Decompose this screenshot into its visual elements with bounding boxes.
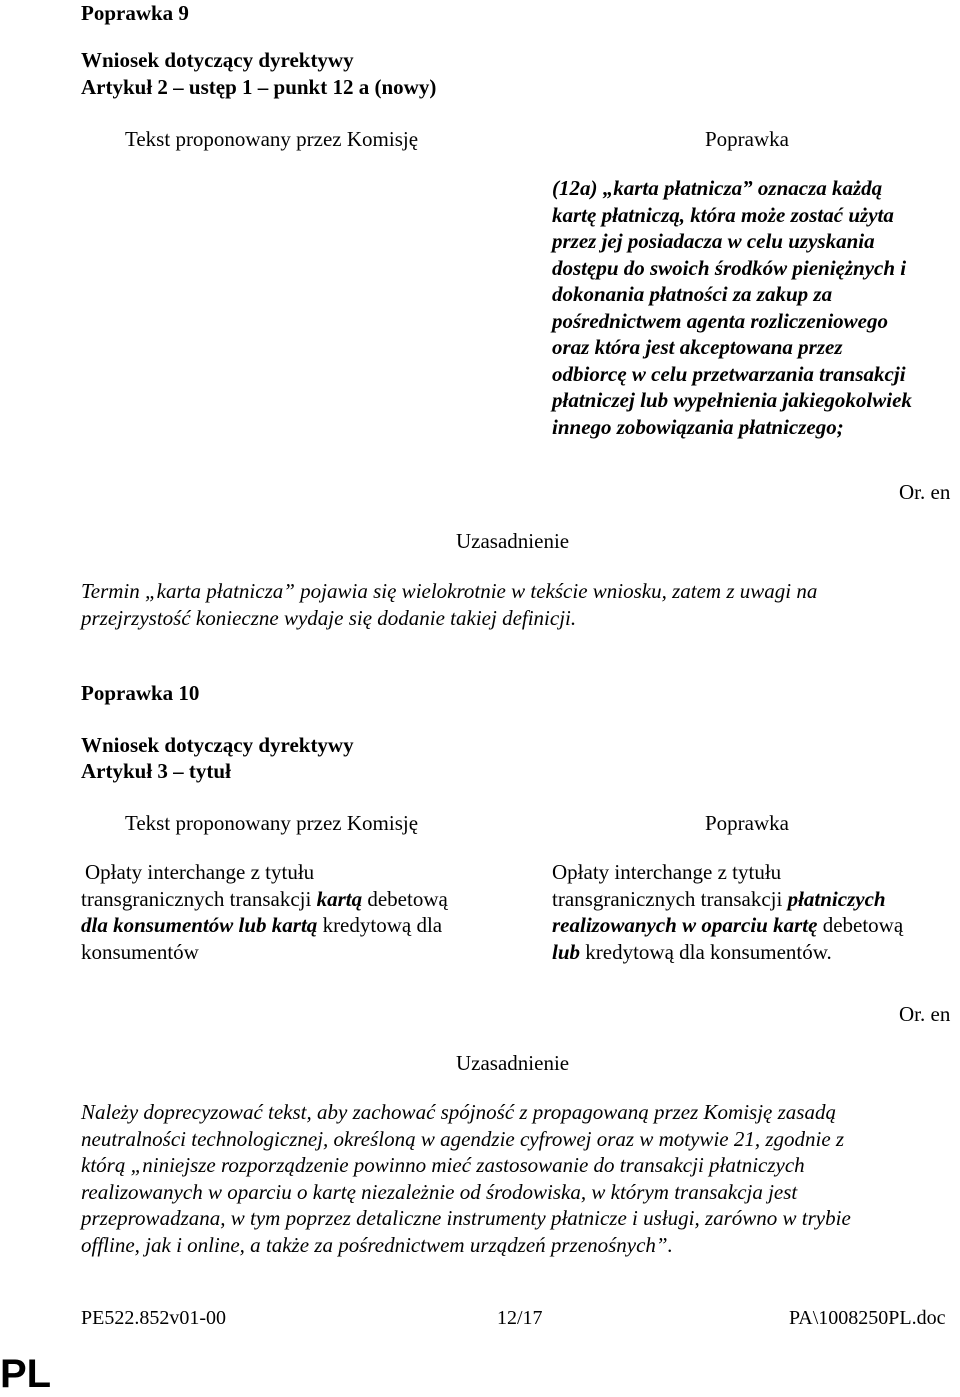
amended-text-line: realizowanych w oparciu kartę debetową [552, 913, 904, 937]
amendment-9-ref-proposal: Wniosek dotyczący dyrektywy [81, 48, 354, 72]
justification-line: Należy doprecyzować tekst, aby zachować spójność z propagowaną przez Komisję zasadą [81, 1100, 836, 1124]
amended-text-line: kartę płatniczą, która może zostać użyta [552, 202, 894, 227]
amended-text-line: transgranicznych transakcji płatniczych [552, 886, 886, 911]
footer-file-name: PA\1008250PL.doc [789, 1307, 946, 1329]
amended-text-line: przez jej posiadacza w celu uzyskania [552, 229, 875, 253]
amendment-10-ref-proposal: Wniosek dotyczący dyrektywy [81, 733, 354, 757]
justification-line: offline, jak i online, a także za pośrednictwem urządzeń przenośnych”. [81, 1232, 673, 1257]
amended-text-line: oraz która jest akceptowana przez [552, 335, 843, 359]
amendment-10-title: Poprawka 10 [81, 681, 200, 705]
amended-text-line: pośrednictwem agenta rozliczeniowego [552, 308, 888, 333]
commission-text-line: Opłaty interchange z tytułu [85, 860, 315, 884]
commission-text-line: dla konsumentów lub kartą kredytową dla [81, 913, 443, 937]
amended-text-line: odbiorcę w celu przetwarzania transakcji [552, 361, 906, 386]
amended-text-line: Opłaty interchange z tytułu [552, 860, 782, 884]
amended-text-line: dokonania płatności za zakup za [552, 282, 833, 306]
footer-page-number: 12/17 [497, 1307, 543, 1329]
amendment-9-justification-text [81, 578, 941, 631]
amendment-9-justification-heading: Uzasadnienie [456, 529, 570, 553]
amendment-9-ref-article: Artykuł 2 – ustęp 1 – punkt 12 a (nowy) [81, 75, 437, 99]
amended-text-line: innego zobowiązania płatniczego; [552, 414, 844, 439]
commission-text-line: transgranicznych transakcji kartą debetową [81, 886, 448, 911]
amended-text-line: (12a) „karta płatnicza” oznacza każdą [552, 176, 883, 200]
justification-line: przeprowadzana, w tym poprzez detaliczne instrumenty płatnicze i usługi, zarówno w trybie [81, 1206, 851, 1230]
justification-line: którą „niniejsze rozporządzenie powinno mieć zastosowanie do transakcji płatniczych [81, 1153, 805, 1177]
justification-line: przejrzystość konieczne wydaje się dodanie takiej definicji. [81, 605, 577, 630]
amendment-10-ref-article: Artykuł 3 – tytuł [81, 759, 231, 783]
amendment-10-original-language: Or. en [899, 1002, 951, 1026]
amendment-10-justification-heading: Uzasadnienie [456, 1051, 570, 1075]
amendment-9-col-amendment-header: Poprawka [705, 127, 789, 151]
amendment-9-amended-text [552, 175, 912, 440]
amendment-10-amended-text [552, 859, 903, 965]
justification-line: realizowanych w oparciu o kartę niezależnie od środowiska, w którym transakcja jest [81, 1179, 798, 1204]
amendment-10-justification-text [81, 1099, 941, 1258]
amendment-9-original-language: Or. en [899, 480, 951, 504]
amendment-10-commission-text [81, 859, 448, 965]
amendment-10-col-amendment-header: Poprawka [705, 811, 789, 835]
amendment-9-title: Poprawka 9 [81, 1, 189, 25]
amendment-10-col-commission-header: Tekst proponowany przez Komisję [125, 811, 419, 835]
justification-line: neutralności technologicznej, określoną w agendzie cyfrowej oraz w motywie 21, zgodnie z [81, 1126, 845, 1151]
commission-text-line: konsumentów [81, 939, 199, 964]
amended-text-line: dostępu do swoich środków pieniężnych i [552, 255, 907, 280]
justification-line: Termin „karta płatnicza” pojawia się wielokrotnie w tekście wniosku, zatem z uwagi na [81, 579, 818, 603]
amendment-9-col-commission-header: Tekst proponowany przez Komisję [125, 127, 419, 151]
footer-doc-reference: PE522.852v01-00 [81, 1307, 226, 1329]
footer-language-code: PL [0, 1352, 52, 1396]
amended-text-line: lub kredytową dla konsumentów. [552, 939, 832, 964]
amended-text-line: płatniczej lub wypełnienia jakiegokolwiek [552, 388, 912, 412]
